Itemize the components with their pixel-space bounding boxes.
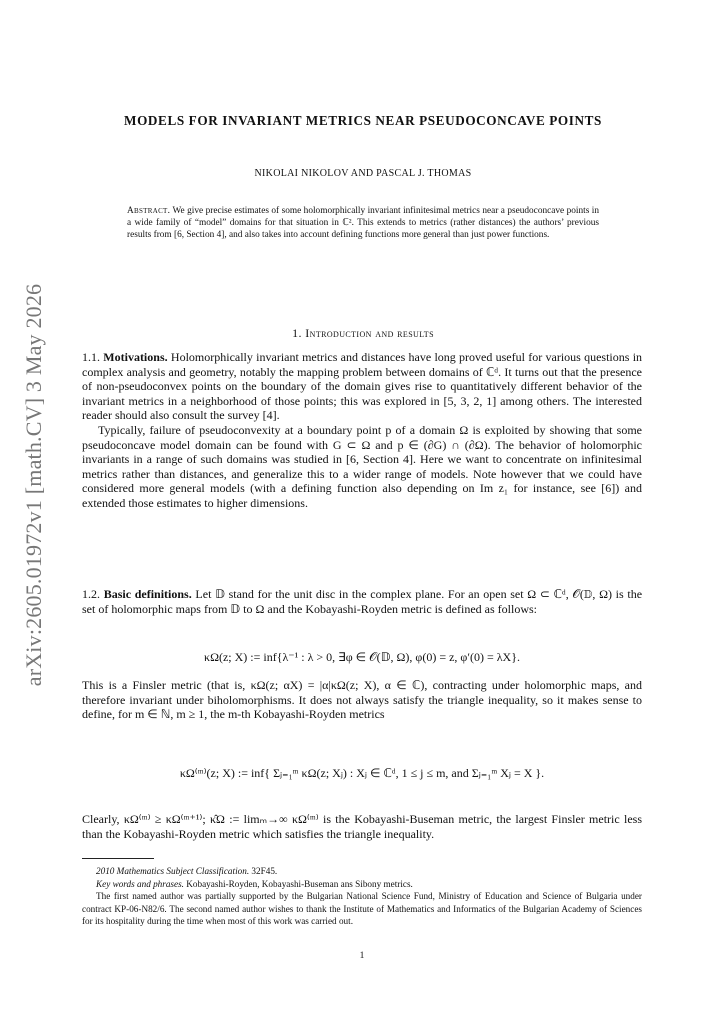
- paper-authors: NIKOLAI NIKOLOV AND PASCAL J. THOMAS: [254, 168, 472, 179]
- abstract-label: Abstract.: [127, 206, 171, 216]
- abstract: [127, 205, 599, 242]
- section-heading: [82, 326, 644, 341]
- footnote-divider: [82, 858, 154, 859]
- paragraph: Let 𝔻 stand for the unit disc in the complex plane. For an open set Ω ⊂ ℂᵈ, 𝒪(𝔻, Ω) is the set of holomorphic maps from 𝔻 to Ω and the Kobayashi-Royden metric is defined as follows:: [82, 587, 643, 616]
- paragraph: Holomorphically invariant metrics and distances have long proved useful for various questions in complex analysis and geometry, notably the mapping problem between domains of ℂᵈ. It turns out that the presence of non-pseudoconvex points on the boundary of the domain gives rise to quantitatively different behavior of the invariant metrics in a neighborhood of those points; this was explored in [5, 3, 2, 1] among others. The interested reader should also consult the survey [4].: [82, 350, 643, 423]
- footnote-label: Key words and phrases.: [96, 878, 184, 889]
- paper-title: MODELS FOR INVARIANT METRICS NEAR PSEUDOCONCAVE POINTS: [124, 113, 602, 128]
- section-title-text: Introduction and results: [305, 326, 434, 340]
- arxiv-identifier: [14, 285, 54, 685]
- subsection-number: 1.1.: [82, 350, 100, 364]
- footnotes: [82, 865, 642, 928]
- arxiv-id-text: arXiv:2605.01972v1 [math.CV] 3 May 2026: [21, 283, 46, 687]
- section-number: 1.: [292, 326, 302, 340]
- subsection-basic-definitions: [82, 587, 642, 616]
- subsection-title: Motivations.: [103, 350, 168, 364]
- subsection-number: 1.2.: [82, 587, 100, 601]
- paragraph-finsler: [82, 678, 642, 722]
- footnote-keywords: [82, 878, 642, 891]
- abstract-text: We give precise estimates of some holomorphically invariant infinitesimal metrics near a pseudoconcave points in a wide family of “model” domains for that situation in ℂ². This extends to metrics (rather distances) the authors’ previous results from [6, Section 4], and also takes into account defining functions more general than just power functions.: [127, 206, 599, 241]
- paragraph: This is a Finsler metric (that is, κΩ(z; αX) = |α|κΩ(z; X), α ∈ ℂ), contracting under holomorphic maps, and therefore invariant under biholomorphisms. It does not always satisfy the triangle inequality, so it makes sense to define, for m ∈ ℕ, m ≥ 1, the m-th Kobayashi-Royden metrics: [82, 678, 642, 722]
- subsection-title: Basic definitions.: [103, 587, 192, 601]
- footnote-label: 2010 Mathematics Subject Classification.: [96, 866, 250, 876]
- footnote-msc: [82, 865, 642, 878]
- equation-m-th-metric: κΩ⁽ᵐ⁾(z; X) := inf{ Σⱼ₌₁ᵐ κΩ(z; Xⱼ) : Xⱼ ∈ ℂᵈ, 1 ≤ j ≤ m, and Σⱼ₌₁ᵐ Xⱼ = X }.: [179, 766, 545, 780]
- footnote-acknowledgements: The first named author was partially supported by the Bulgarian National Science Fund, Ministry of Education and Science of Bulgaria under contract KP-06-N82/6. The second named author wishes to thank the Institute of Mathematics and Informatics of the Bulgarian Academy of Sciences for its hospitality during the time when most of this work was carried out.: [82, 891, 642, 926]
- paragraph: Clearly, κΩ⁽ᵐ⁾ ≥ κΩ⁽ᵐ⁺¹⁾; κ̂Ω := limₘ→∞ κΩ⁽ᵐ⁾ is the Kobayashi-Buseman metric, the largest Finsler metric less than the Kobayashi-Royden metric which satisfies the triangle inequality.: [82, 812, 642, 841]
- footnote-value: Kobayashi-Royden, Kobayashi-Buseman ans Sibony metrics.: [186, 878, 413, 889]
- paragraph: Typically, failure of pseudoconvexity at a boundary point p of a domain Ω is exploited by showing that some pseudoconcave model domain can be found with G ⊂ Ω and p ∈ (∂G) ∩ (∂Ω). The behavior of holomorphic invariants in a range of such domains was studied in [6, Section 4]. Here we want to concentrate on infinitesimal metrics rather than distances, and generalize this to a wider range of models. Note however that we could have considered more general models (with a defining function also depending on Im z₁ for instance, see [6]) and extended those estimates to higher dimensions.: [82, 422, 642, 510]
- paragraph-buseman: [82, 812, 642, 841]
- footnote-value: 32F45.: [251, 866, 278, 876]
- page-number: 1: [359, 951, 365, 961]
- equation-kobayashi-royden: κΩ(z; X) := inf{λ⁻¹ : λ > 0, ∃φ ∈ 𝒪(𝔻, Ω), φ(0) = z, φ′(0) = λX}.: [204, 650, 520, 664]
- subsection-motivations: [82, 350, 642, 511]
